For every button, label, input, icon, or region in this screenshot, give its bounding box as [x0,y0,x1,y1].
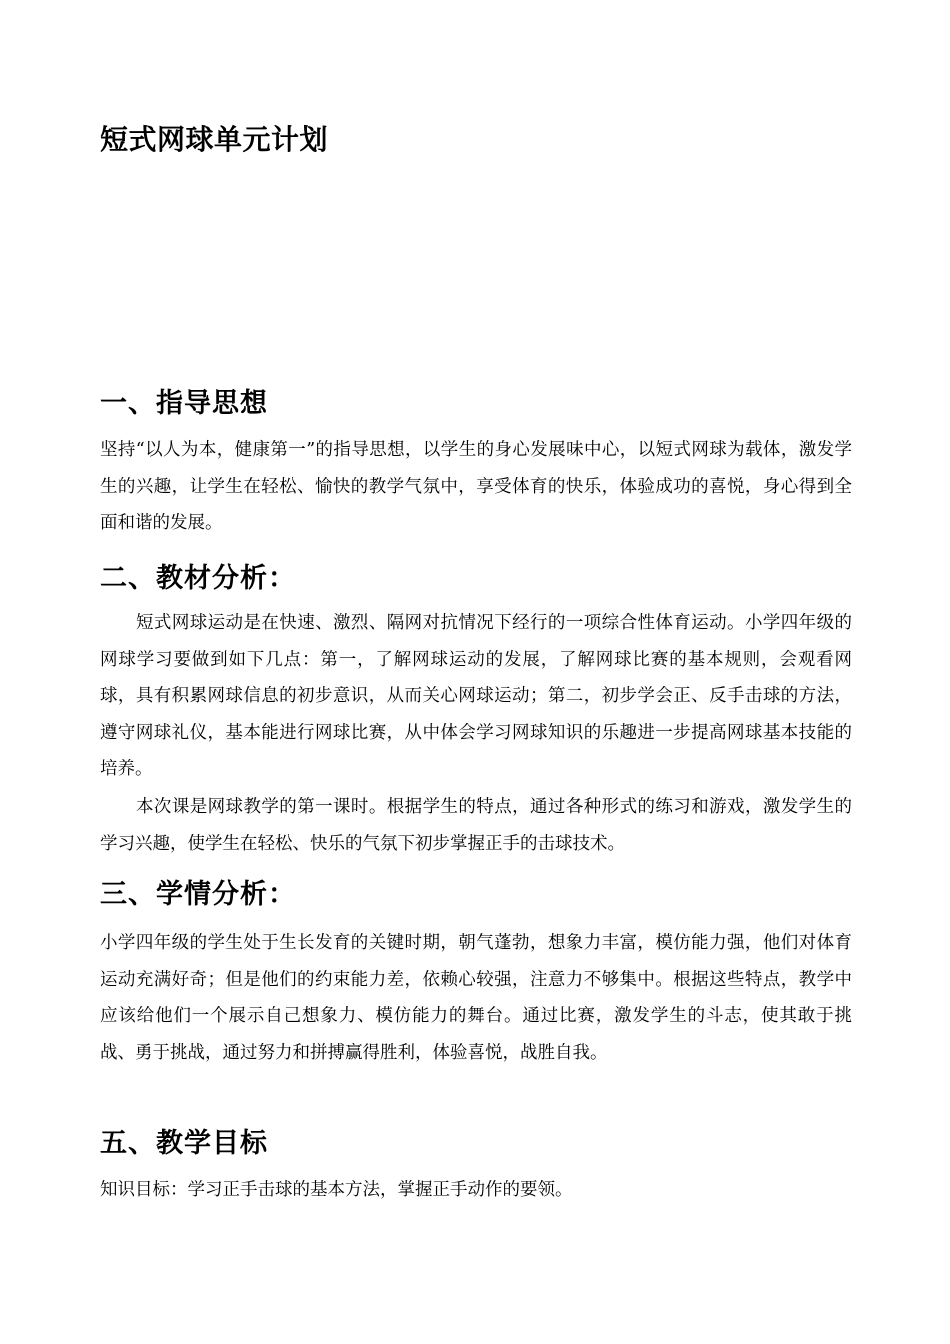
section-paragraph: 短式网球运动是在快速、激烈、隔网对抗情况下经行的一项综合性体育运动。小学四年级的网球学习要做到如下几点：第一，了解网球运动的发展，了解网球比赛的基本规则，会观看网球，具有积累网球信息的初步意识，从而关心网球运动；第二，初步学会正、反手击球的方法，遵守网球礼仪，基本能进行网球比赛，从中体会学习网球知识的乐趣进一步提高网球基本技能的培养。 [100,613,852,779]
section-paragraph: 知识目标：学习正手击球的基本方法，掌握正手动作的要领。 [100,1180,573,1200]
section-paragraph: 本次课是网球教学的第一课时。根据学生的特点，通过各种形式的练习和游戏，激发学生的学习兴趣，使学生在轻松、快乐的气氛下初步掌握正手的击球技术。 [100,797,852,854]
section-heading-material-analysis: 二、教材分析： [100,563,296,594]
section-heading-teaching-objectives: 五、教学目标 [100,1128,268,1159]
section-heading-student-analysis: 三、学情分析： [100,879,296,910]
section-paragraph: 坚持“以人为本，健康第一”的指导思想，以学生的身心发展味中心，以短式网球为载体，激发学生的兴趣，让学生在轻松、愉快的教学气氛中，享受体育的快乐，体验成功的喜悦，身心得到全面和谐的发展。 [100,440,852,533]
section-heading-guiding-ideology: 一、指导思想 [100,388,268,419]
section-paragraph: 小学四年级的学生处于生长发育的关键时期，朝气蓬勃，想象力丰富，模仿能力强，他们对体育运动充满好奇；但是他们的约束能力差，依赖心较强，注意力不够集中。根据这些特点，教学中应该给他们一个展示自己想象力、模仿能力的舞台。通过比赛，激发学生的斗志，使其敢于挑战、勇于挑战，通过努力和拼搏赢得胜利，体验喜悦，战胜自我。 [100,933,852,1063]
document-title: 短式网球单元计划 [100,123,329,156]
